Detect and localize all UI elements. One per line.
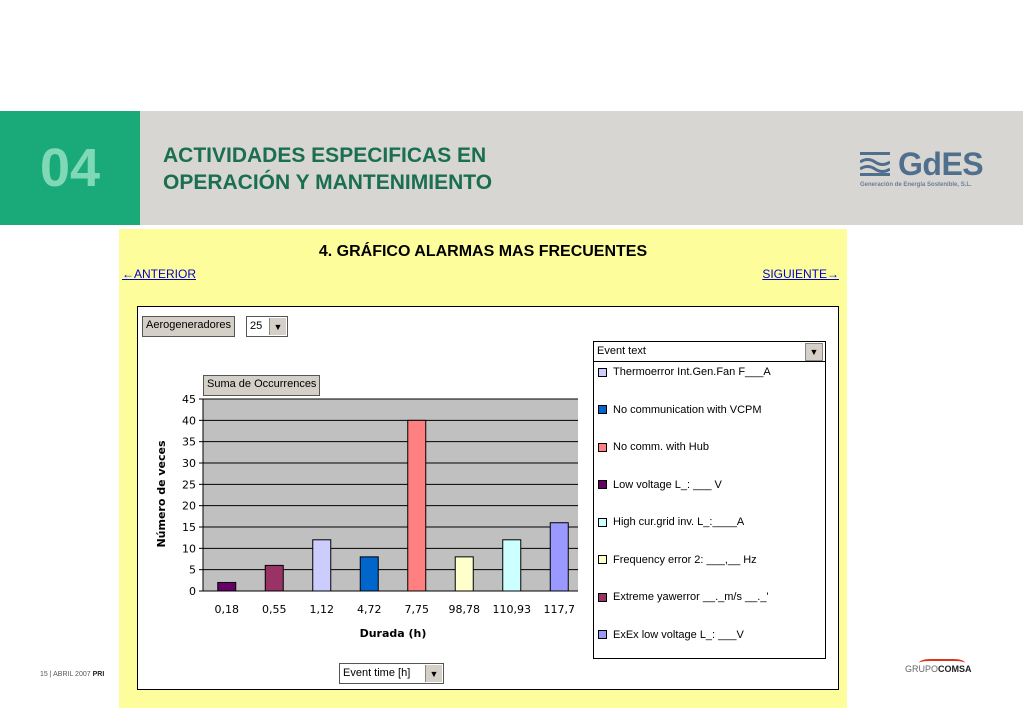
row-field-label: Event time [h] bbox=[343, 667, 411, 679]
grupo-comsa-logo bbox=[905, 664, 972, 674]
y-tick-label: 25 bbox=[182, 478, 196, 492]
legend bbox=[593, 341, 826, 659]
legend-label: No communication with VCPM bbox=[613, 403, 762, 416]
panel-title: 4. GRÁFICO ALARMAS MAS FRECUENTES bbox=[318, 243, 648, 260]
legend-swatch bbox=[598, 630, 607, 639]
bar bbox=[503, 540, 521, 591]
dropdown-arrow-icon[interactable]: ▼ bbox=[425, 665, 442, 682]
alarm-chart-panel bbox=[119, 229, 847, 708]
footer-page-info bbox=[40, 671, 104, 678]
legend-item bbox=[598, 366, 771, 378]
legend-label: Low voltage L_: ___ V bbox=[613, 478, 722, 491]
brand-bold: COMSA bbox=[938, 664, 972, 674]
page-title bbox=[163, 142, 492, 196]
legend-label: Thermoerror Int.Gen.Fan F___A bbox=[613, 366, 771, 378]
previous-link[interactable]: ←ANTERIOR bbox=[122, 267, 197, 281]
bar-chart bbox=[138, 307, 578, 689]
y-tick-label: 40 bbox=[182, 414, 196, 428]
legend-item bbox=[598, 554, 757, 566]
wave-logo-icon bbox=[860, 152, 890, 176]
y-tick-label: 15 bbox=[182, 521, 196, 534]
logo-subtitle: Generación de Energía Sostenible, S.L. bbox=[860, 182, 972, 188]
bar bbox=[550, 523, 568, 591]
legend-item bbox=[598, 516, 744, 528]
legend-header-label: Event text bbox=[597, 345, 646, 357]
y-axis-label: Número de veces bbox=[155, 440, 168, 548]
next-link[interactable]: SIGUIENTE→ bbox=[762, 267, 839, 281]
x-tick-label: 1,12 bbox=[309, 603, 334, 616]
y-tick-label: 5 bbox=[189, 563, 196, 577]
legend-label: No comm. with Hub bbox=[613, 441, 709, 453]
y-tick-label: 20 bbox=[182, 499, 196, 513]
legend-header[interactable] bbox=[594, 342, 825, 362]
filter-value: 25 bbox=[250, 320, 263, 332]
legend-swatch bbox=[598, 443, 607, 452]
legend-item bbox=[598, 441, 709, 453]
pivot-chart-frame bbox=[137, 306, 839, 690]
legend-swatch bbox=[598, 555, 607, 564]
legend-label: ExEx low voltage L_: ___V bbox=[613, 628, 744, 641]
bar bbox=[313, 540, 331, 591]
footer-date: ABRIL 2007 bbox=[53, 671, 91, 678]
x-tick-label: 110,93 bbox=[492, 603, 531, 616]
row-field-dropdown[interactable] bbox=[339, 663, 444, 684]
x-tick-label: 98,78 bbox=[448, 603, 480, 616]
bar bbox=[360, 557, 378, 591]
page-title-line1: ACTIVIDADES ESPECIFICAS EN bbox=[163, 144, 487, 167]
footer-tag: PRI bbox=[92, 671, 105, 678]
bar bbox=[218, 582, 236, 591]
data-field-button[interactable]: Suma de Occurrences bbox=[203, 375, 320, 396]
plot-area bbox=[203, 399, 578, 591]
brand-light: GRUPO bbox=[905, 664, 939, 674]
legend-swatch bbox=[598, 368, 607, 377]
x-tick-label: 0,55 bbox=[262, 603, 287, 616]
footer-separator: | bbox=[49, 671, 52, 678]
legend-swatch bbox=[598, 405, 607, 414]
y-tick-label: 35 bbox=[182, 435, 196, 449]
legend-item bbox=[598, 629, 744, 641]
legend-item bbox=[598, 479, 722, 491]
legend-label: Extreme yawerror __._m/s __._' bbox=[613, 591, 769, 603]
legend-label: High cur.grid inv. L_:____A bbox=[613, 516, 745, 528]
footer-page-number: 15 bbox=[40, 671, 48, 678]
bar bbox=[408, 420, 426, 591]
bar bbox=[455, 557, 473, 591]
gdes-logo bbox=[860, 148, 1000, 198]
filter-field-button[interactable]: Aerogeneradores bbox=[142, 316, 235, 337]
section-number: 04 bbox=[0, 111, 140, 225]
legend-swatch bbox=[598, 480, 607, 489]
y-tick-label: 45 bbox=[182, 393, 196, 406]
logo-text: GdES bbox=[898, 146, 984, 182]
x-tick-label: 4,72 bbox=[357, 603, 382, 616]
page-title-line2: OPERACIÓN Y MANTENIMIENTO bbox=[163, 171, 493, 194]
x-tick-label: 117,7 bbox=[543, 603, 575, 616]
legend-swatch bbox=[598, 593, 607, 602]
legend-label: Frequency error 2: ___,__ Hz bbox=[613, 553, 757, 566]
x-tick-label: 7,75 bbox=[404, 603, 429, 616]
x-axis-label: Durada (h) bbox=[359, 627, 427, 640]
legend-swatch bbox=[598, 518, 607, 527]
x-tick-label: 0,18 bbox=[214, 603, 239, 616]
legend-item bbox=[598, 591, 769, 603]
bar bbox=[265, 565, 283, 591]
y-tick-label: 10 bbox=[182, 542, 196, 556]
y-tick-label: 0 bbox=[189, 585, 196, 598]
dropdown-arrow-icon[interactable]: ▼ bbox=[269, 318, 286, 335]
dropdown-arrow-icon[interactable]: ▼ bbox=[805, 343, 823, 361]
y-tick-label: 30 bbox=[182, 457, 196, 470]
legend-item bbox=[598, 404, 762, 416]
logo-arc-icon bbox=[919, 659, 965, 667]
